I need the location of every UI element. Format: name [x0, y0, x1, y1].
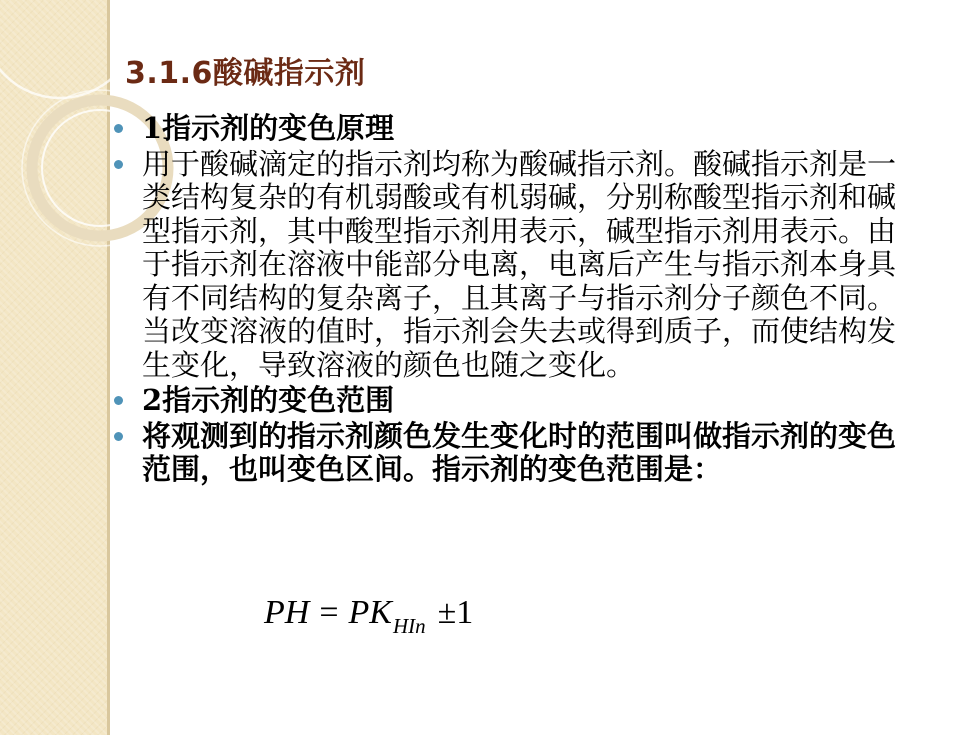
left-decorative-band — [0, 0, 107, 735]
bullet-text: 用于酸碱滴定的指示剂均称为酸碱指示剂。酸碱指示剂是一类结构复杂的有机弱酸或有机弱碱，分别称酸型指示剂和碱型指示剂，其中酸型指示剂用表示，碱型指示剂用表示。由于指示剂在溶液中能部分电离，电离后产生与指示剂本身具有不同结构的复杂离子，且其离子与指示剂分子颜色不同。当改变溶液的值时，指示剂会失去或得到质子，而使结构发生变化，导致溶液的颜色也随之变化。 — [142, 146, 897, 382]
bullet-dot-icon — [114, 160, 123, 169]
bullet-dot-icon — [114, 396, 123, 405]
bullet-text: 将观测到的指示剂颜色发生变化时的范围叫做指示剂的变色范围，也叫变色区间。指示剂的变色范围是： — [142, 418, 897, 486]
bullet-item — [112, 112, 912, 146]
formula-rhs: PK — [348, 594, 392, 631]
bullet-item — [112, 148, 912, 383]
formula-subscript: HIn — [392, 614, 426, 638]
bullet-item — [112, 420, 912, 487]
bullet-item — [112, 384, 912, 418]
bullet-dot-icon — [114, 432, 123, 441]
ph-formula — [264, 594, 473, 639]
band-divider-line — [107, 0, 110, 735]
bullet-text: 1指示剂的变色原理 — [142, 111, 395, 145]
bullet-list — [112, 112, 912, 487]
bullet-text: 2指示剂的变色范围 — [142, 383, 395, 417]
formula-equals: = — [319, 594, 339, 631]
bullet-dot-icon — [114, 124, 123, 133]
slide-title: 3.1.6酸碱指示剂 — [125, 56, 366, 91]
formula-lhs: PH — [264, 594, 310, 631]
formula-plus-minus: ±1 — [437, 594, 474, 631]
